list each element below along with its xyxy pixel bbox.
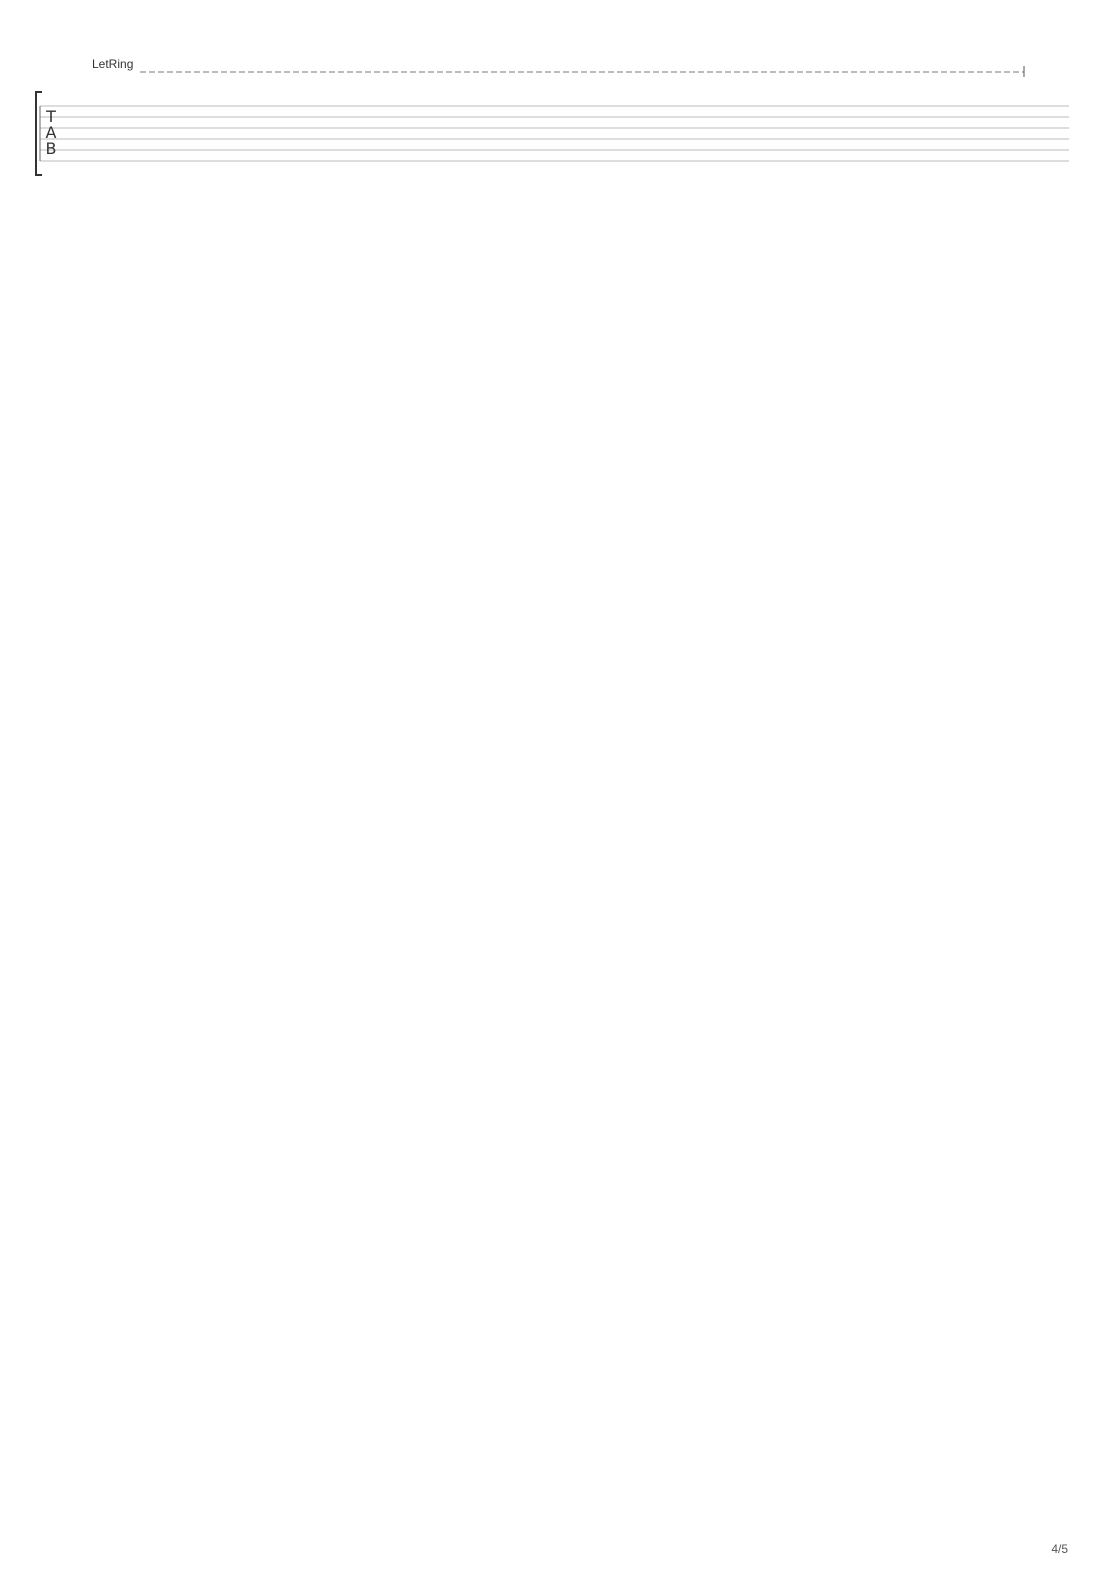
page-number: 4/5 — [1051, 1542, 1068, 1556]
tab-clef-letter: A — [45, 123, 57, 142]
tab-clef-letter: B — [45, 139, 57, 158]
tab-clef-letter: T — [46, 107, 56, 126]
system-bracket — [36, 92, 42, 175]
tab-system — [36, 57, 1069, 175]
let-ring-label: LetRing — [92, 57, 134, 71]
